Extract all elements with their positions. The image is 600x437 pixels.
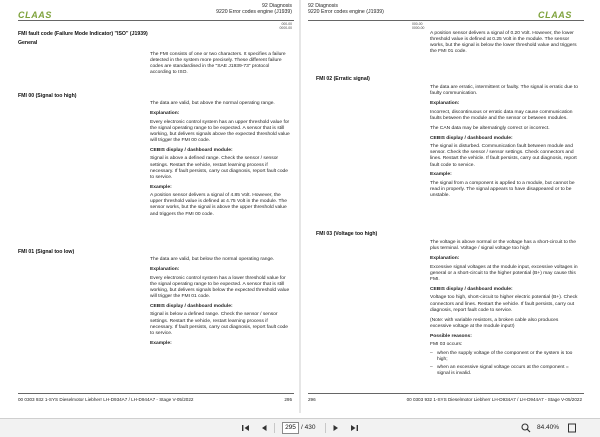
fmi-01-example-continued: A position sensor delivers a signal of 0.20 Volt. However, the lower threshold value is defined at 0.25 Volt in the module. The sensor works, but the signal is below the lower threshold value and triggers the FMI 01 code. — [430, 31, 577, 55]
header-divider — [18, 20, 294, 21]
page-right — [304, 0, 586, 413]
footer-text: 00 0303 932 1-SYS Dieselmotor Liebherr LH-D934A7 / LH-D944A7 - Stage V-05/2022 — [406, 397, 582, 402]
page-number: 296 — [308, 397, 316, 402]
general-text-block: The FMI consists of one or two characters. It specifies a failure detected in the system more precisely. These different failure codes are standardised in the "SAE J1939-73" protocol according to ISO. — [150, 52, 286, 76]
zoom-level[interactable]: 84.40% — [537, 424, 560, 431]
prev-page-icon[interactable] — [258, 422, 270, 434]
toolbar-separator — [274, 423, 275, 433]
toolbar-separator — [325, 423, 326, 433]
list-item: – when an excessive signal voltage occurs at the component = signal is invalid. — [430, 365, 578, 377]
footer-divider — [18, 393, 294, 394]
page-header: 92 Diagnosis 9220 Error codes engine (J1939) — [216, 3, 292, 16]
fmi-01-text-block: The data are valid, but below the normal operating range. Explanation: Every electronic control system has a lower threshold value for the signal operating range to be expected. A sensor that is still working, but delivers signals below the expected threshold value will trigger the FMI 01 code. CEBIS display / dashboard module: Signal is below a defined range. Check the sensor / sensor settings. Restart the vehicle, restart learning process if necessary. If fault persists, carry out diagnosis, report fault code to service. Example: — [150, 257, 290, 346]
zoom-icon[interactable] — [520, 422, 532, 434]
pdf-toolbar — [0, 418, 600, 437]
page-number-input[interactable]: 295 — [282, 422, 299, 434]
heading-fmi-03: FMI 03 (Voltage too high) — [316, 231, 378, 237]
page-left — [14, 0, 296, 413]
skip-last-icon[interactable] — [348, 422, 360, 434]
reasons-list — [430, 351, 578, 378]
claas-logo: CLAAS — [538, 10, 572, 20]
heading-fmi-00: FMI 00 (Signal too high) — [18, 93, 77, 99]
header-divider — [308, 20, 584, 21]
next-page-icon[interactable] — [330, 422, 342, 434]
fit-page-icon[interactable] — [566, 422, 578, 434]
footer-text: 00 0303 932 1-SYS Dieselmotor Liebherr LH-D934A7 / LH-D944A7 - Stage V-05/2022 — [18, 397, 194, 402]
page-total: / 430 — [301, 424, 316, 431]
footer-divider — [308, 393, 584, 394]
section-label-general: General — [18, 40, 38, 46]
fmi-03-text-block: The voltage is above normal or the voltage has a short-circuit to the plus terminal. Voltage / signal voltage too high Explanation: Excessive signal voltages at the module input, excessive voltages in general or a short-circuit to the higher potential (B+) may cause this FMI. CEBIS display / dashboard module: Voltage too high, short-circuit to higher electric potential (B+). Check connectors and lines. Restart the vehicle. If fault persists, carry out diagnosis, report fault code to service. (Note: with variable resistors, a broken cable also produces excessive voltage at the module input!) Possible reasons: FMI 03 occurs: – when the supply voltage of the component or the system is too high; – when an excessive signal voltage occurs at the component = signal is invalid. — [430, 240, 578, 380]
heading-fmi-01: FMI 01 (Signal too low) — [18, 249, 75, 255]
skip-first-icon[interactable] — [240, 422, 252, 434]
fmi-02-text-block: The data are erratic, intermittent or faulty. The signal is erratic due to faulty communication. Explanation: Incorrect, discontinuous or erratic data may cause communication faults between the module and the sensor or between modules. The CAN data may be alternatingly correct or incorrect. CEBIS display / dashboard module: The signal is disturbed. Communication fault between module and sensor. Check the sensor / sensor settings. Check connectors and lines. Restart the vehicle. If fault persists, carry out diagnosis, report fault code to service. Example: The signal from a component is applied to a module, but cannot be read in properly. The signal appears to have disappeared or to be unstable. — [430, 85, 578, 199]
doc-code: 000-00 0000-00 — [412, 22, 425, 30]
page-gutter — [299, 0, 301, 413]
page-header: 92 Diagnosis 9220 Error codes engine (J1939) — [308, 3, 384, 16]
fmi-00-text-block: The data are valid, but above the normal operating range. Explanation: Every electronic control system has an upper threshold value for the signal operating range to be expected. A sensor that is still working, but delivers signals above the expected threshold value will trigger the FMI 00 code. CEBIS display / dashboard module: Signal is above a defined range. Check the sensor / sensor settings. Restart the vehicle, restart learning process if necessary. If fault persists, carry out diagnosis, report fault code to service. Example: A position sensor delivers a signal of 4.85 Volt. However, the upper threshold value is defined at 4.75 Volt in the module. The sensor works, but the signal is above the upper threshold value and triggers the FMI 00 code. — [150, 101, 290, 217]
page-title: FMI fault code (Failure Mode Indicator) "ISO" (J1939) — [18, 31, 148, 37]
heading-fmi-02: FMI 02 (Erratic signal) — [316, 76, 370, 82]
doc-code: 000-00 0000-00 — [279, 22, 292, 30]
claas-logo: CLAAS — [18, 10, 52, 20]
list-item: – when the supply voltage of the component or the system is too high; — [430, 351, 578, 363]
page-number: 295 — [284, 397, 292, 402]
